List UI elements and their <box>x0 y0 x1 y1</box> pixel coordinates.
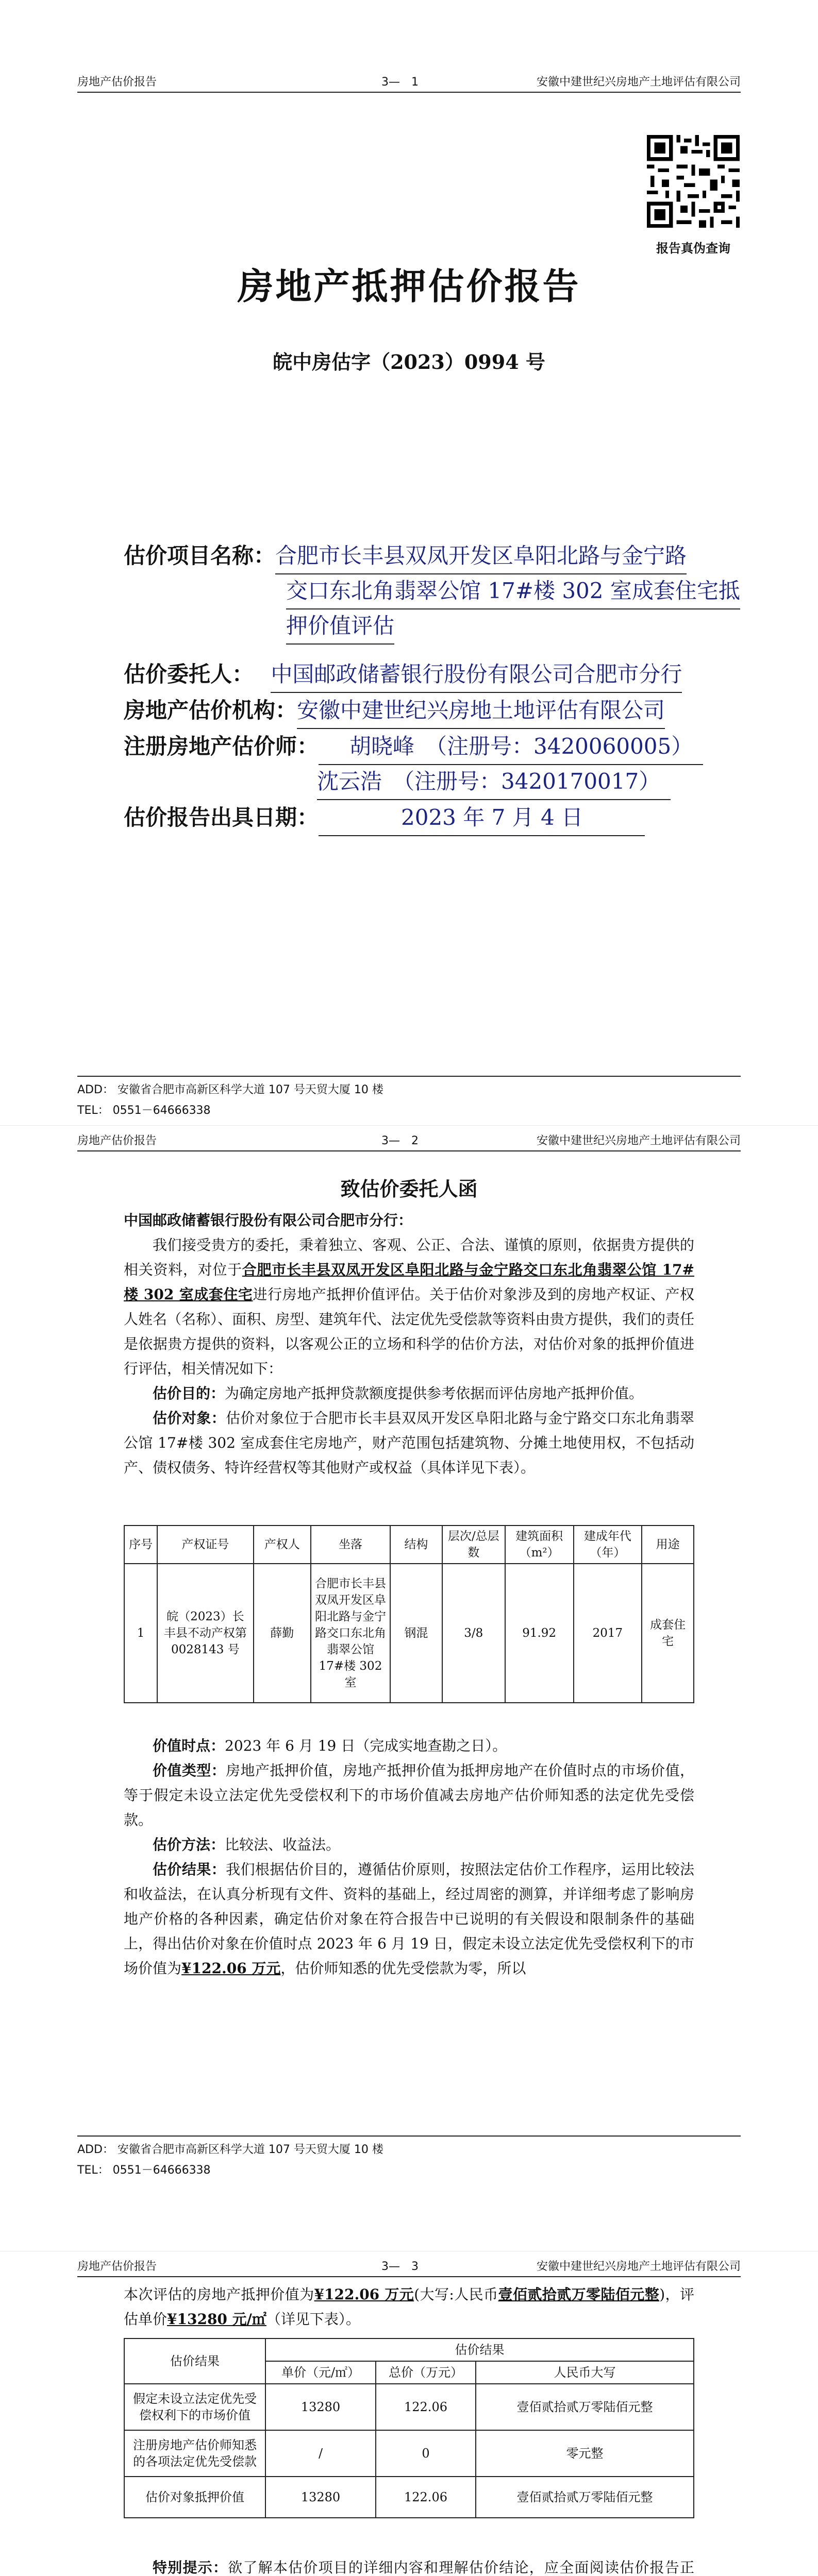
project-name-value-2: 交口东北角翡翠公馆 17#楼 302 室成套住宅抵 <box>286 573 740 609</box>
page-cover <box>0 0 818 1126</box>
th-owner: 产权人 <box>254 1526 311 1564</box>
letter-intro <box>124 1233 694 1381</box>
header-company: 安徽中建世纪兴房地产土地评估有限公司 <box>536 2260 741 2273</box>
page-footer <box>77 2136 741 2181</box>
org-value: 安徽中建世纪兴房地土地评估有限公司 <box>297 693 665 729</box>
method-label: 估价方法： <box>153 1836 225 1853</box>
vt-total: 122.06 <box>376 2384 476 2430</box>
page-header <box>77 71 741 93</box>
org-row <box>124 693 665 729</box>
qr-caption: 报告真伪查询 <box>656 241 730 256</box>
property-table <box>124 1525 694 1703</box>
appraiser-row <box>124 729 703 765</box>
th-year: 建成年代（年） <box>574 1526 642 1564</box>
summary-amount: ¥122.06 万元 <box>314 2286 414 2303</box>
property-table-header <box>124 1526 694 1564</box>
intro-text-a: 我们接受贵方的委托，秉着独立、客观、公正、合法、谨慎的原则，依据贵方提供的相关资料，对位于 <box>124 1236 694 1278</box>
footer-tel: TEL： 0551－64666338 <box>77 2164 211 2177</box>
project-name-value-3: 押价值评估 <box>286 608 394 645</box>
page-footer <box>77 1076 741 1121</box>
vt-upper: 零元整 <box>476 2430 694 2477</box>
header-page-number: 3— 3 <box>381 2260 419 2273</box>
vt-unit: 13280 <box>265 2477 376 2518</box>
valuation-table-row <box>124 2384 694 2430</box>
object-para <box>124 1406 694 1480</box>
td-area: 91.92 <box>505 1564 574 1703</box>
report-title: 房地产抵押估价报告 <box>237 265 581 308</box>
vt-total: 122.06 <box>376 2477 476 2518</box>
letter-body-2 <box>124 1734 694 1981</box>
vt-upper: 壹佰贰拾贰万零陆佰元整 <box>476 2384 694 2430</box>
th-structure: 结构 <box>390 1526 442 1564</box>
th-location: 坐落 <box>311 1526 390 1564</box>
vt-upper: 壹佰贰拾贰万零陆佰元整 <box>476 2477 694 2518</box>
th-cert: 产权证号 <box>157 1526 253 1564</box>
project-name-row-3 <box>286 608 394 645</box>
td-owner: 薛勤 <box>254 1564 311 1703</box>
letter-body-1 <box>124 1208 694 1480</box>
vt-item: 估价对象抵押价值 <box>124 2477 265 2518</box>
th-index: 序号 <box>124 1526 157 1564</box>
value-date-para <box>124 1734 694 1758</box>
td-index: 1 <box>124 1564 157 1703</box>
header-left: 房地产估价报告 <box>77 76 157 89</box>
date-row <box>124 800 645 836</box>
method-para <box>124 1833 694 1857</box>
object-label: 估价对象： <box>153 1410 226 1427</box>
page-header <box>77 1130 741 1151</box>
vt-total: 0 <box>376 2430 476 2477</box>
valuation-summary <box>124 2282 694 2332</box>
intro-text-c: 进行房地产抵押价值评估。关于估价对象涉及到的房地产权证、产权人姓名（名称）、面积、房型、建筑年代、法定优先受偿款等资料由贵方提供，我们的责任是依据贵方提供的资料，以客观公正的立场和科学的估价方法，对估价对象的抵押价值进行评估，相关情况如下： <box>124 1286 694 1377</box>
purpose-para <box>124 1381 694 1406</box>
special-note <box>124 2555 694 2576</box>
footer-address: ADD： 安徽省合肥市高新区科学大道 107 号天贸大厦 10 楼 <box>77 2143 383 2156</box>
page-letter-1 <box>0 1126 818 2251</box>
vt-h-total: 总价（万元） <box>376 2361 476 2384</box>
org-label: 房地产估价机构： <box>124 698 297 723</box>
client-label: 估价委托人： <box>124 662 254 687</box>
header-company: 安徽中建世纪兴房地产土地评估有限公司 <box>536 1134 741 1147</box>
valuation-summary-text <box>124 2282 694 2332</box>
special-label: 特别提示： <box>153 2559 228 2576</box>
header-left: 房地产估价报告 <box>77 1134 157 1147</box>
valuation-table-row <box>124 2430 694 2477</box>
project-name-row-2 <box>286 573 740 609</box>
vt-unit: 13280 <box>265 2384 376 2430</box>
report-number: 皖中房估字（2023）0994 号 <box>273 350 545 374</box>
vt-unit: / <box>265 2430 376 2477</box>
project-name-label: 估价项目名称： <box>124 543 276 568</box>
vt-h-upper: 人民币大写 <box>476 2361 694 2384</box>
method-text: 比较法、收益法。 <box>225 1836 341 1853</box>
appraiser-label: 注册房地产估价师： <box>124 734 319 759</box>
project-name-row <box>124 538 687 574</box>
td-structure: 钢混 <box>390 1564 442 1703</box>
vt-item: 注册房地产估价师知悉的各项法定优先受偿款 <box>124 2430 265 2477</box>
project-name-value-1: 合肥市长丰县双凤开发区阜阳北路与金宁路 <box>275 538 687 574</box>
result-text-a: 我们根据估价目的，遵循估价原则，按照法定估价工作程序，运用比较法和收益法，在认真分析现有文件、资料的基础上，经过周密的测算，并详细考虑了影响房地产价格的各种因素，确定估价对象在符合报告中已说明的有关假设和限制条件的基础上，得出估价对象在价值时点 2023 年 6 月 19 日，假定未设立法定优先受偿权利下的市场价值为 <box>124 1861 694 1977</box>
object-text: 估价对象位于合肥市长丰县双凤开发区阜阳北路与金宁路交口东北角翡翠公馆 17#楼 302 室成套住宅房地产，财产范围包括建筑物、分摊土地使用权，不包括动产、债权债务、特许经营权等其他财产或权益（具体详见下表）。 <box>124 1410 694 1476</box>
special-note-para <box>124 2555 694 2576</box>
th-usage: 用途 <box>642 1526 694 1564</box>
date-label: 估价报告出具日期： <box>124 805 319 830</box>
vt-h-item: 估价结果 <box>124 2338 265 2384</box>
header-page-number: 3— 1 <box>381 76 419 89</box>
summary-text-a: 本次评估的房地产抵押价值为 <box>124 2286 314 2303</box>
appraiser-row-2 <box>317 764 671 800</box>
value-type-para <box>124 1758 694 1833</box>
qr-code[interactable] <box>647 135 740 228</box>
vt-h-unit: 单价（元/㎡） <box>265 2361 376 2384</box>
td-floor: 3/8 <box>442 1564 505 1703</box>
client-row <box>124 657 682 693</box>
value-type-text: 房地产抵押价值，房地产抵押价值为抵押房地产在价值时点的市场价值，等于假定未设立法定优先受偿权利下的市场价值减去房地产估价师知悉的法定优先受偿款。 <box>124 1762 694 1828</box>
appraiser-1: 胡晓峰 （注册号：3420060005） <box>319 729 703 765</box>
date-value: 2023 年 7 月 4 日 <box>319 800 645 836</box>
letter-title: 致估价委托人函 <box>340 1177 478 1200</box>
summary-text-b: (大写:人民币 <box>414 2286 498 2303</box>
vt-item: 假定未设立法定优先受偿权利下的市场价值 <box>124 2384 265 2430</box>
th-floor: 层次/总层数 <box>442 1526 505 1564</box>
td-usage: 成套住宅 <box>642 1564 694 1703</box>
result-label: 估价结果： <box>153 1861 226 1878</box>
property-table-row <box>124 1564 694 1703</box>
valuation-table <box>124 2338 694 2518</box>
td-cert: 皖（2023）长丰县不动产权第0028143 号 <box>157 1564 253 1703</box>
intro-property: 合肥市长丰县双凤开发区阜阳北路与金宁路交口东北角翡翠公馆 17#楼 302 室成套住宅 <box>124 1261 694 1303</box>
td-year: 2017 <box>574 1564 642 1703</box>
page-header <box>77 2256 741 2277</box>
summary-text-c: )，评估单价 <box>124 2286 694 2328</box>
value-date-label: 价值时点： <box>153 1737 225 1754</box>
th-area: 建筑面积（m²） <box>505 1526 574 1564</box>
purpose-text: 为确定房地产抵押贷款额度提供参考依据而评估房地产抵押价值。 <box>225 1385 644 1402</box>
footer-tel: TEL： 0551－64666338 <box>77 1104 211 1117</box>
td-location: 合肥市长丰县双凤开发区阜阳北路与金宁路交口东北角翡翠公馆 17#楼 302 室 <box>311 1564 390 1703</box>
summary-text-d: （详见下表）。 <box>266 2311 360 2328</box>
value-date-text: 2023 年 6 月 19 日（完成实地查勘之日）。 <box>225 1737 507 1754</box>
purpose-label: 估价目的： <box>153 1385 225 1402</box>
header-left: 房地产估价报告 <box>77 2260 157 2273</box>
appraiser-2: 沈云浩 （注册号：3420170017） <box>317 764 671 800</box>
valuation-table-row <box>124 2477 694 2518</box>
value-type-label: 价值类型： <box>153 1762 226 1779</box>
header-company: 安徽中建世纪兴房地产土地评估有限公司 <box>536 76 741 89</box>
summary-upper-amount: 壹佰贰拾贰万零陆佰元整 <box>498 2286 660 2303</box>
client-value: 中国邮政储蓄银行股份有限公司合肥市分行 <box>271 657 682 693</box>
result-para <box>124 1857 694 1981</box>
result-amount: ¥122.06 万元 <box>181 1960 281 1977</box>
page-letter-2 <box>0 2251 818 2576</box>
footer-address: ADD： 安徽省合肥市高新区科学大道 107 号天贸大厦 10 楼 <box>77 1083 383 1096</box>
header-page-number: 3— 2 <box>381 1134 419 1147</box>
summary-unit-price: ¥13280 元/㎡ <box>167 2311 266 2328</box>
valuation-table-header-1 <box>124 2338 694 2361</box>
vt-h-value: 估价结果 <box>265 2338 694 2361</box>
letter-addressee: 中国邮政储蓄银行股份有限公司合肥市分行： <box>124 1212 413 1229</box>
special-text: 欲了解本估价项目的详细内容和理解估价结论，应全面阅读估价报告正 <box>228 2559 694 2576</box>
result-text-b: ，估价师知悉的优先受偿款为零，所以 <box>280 1960 526 1977</box>
